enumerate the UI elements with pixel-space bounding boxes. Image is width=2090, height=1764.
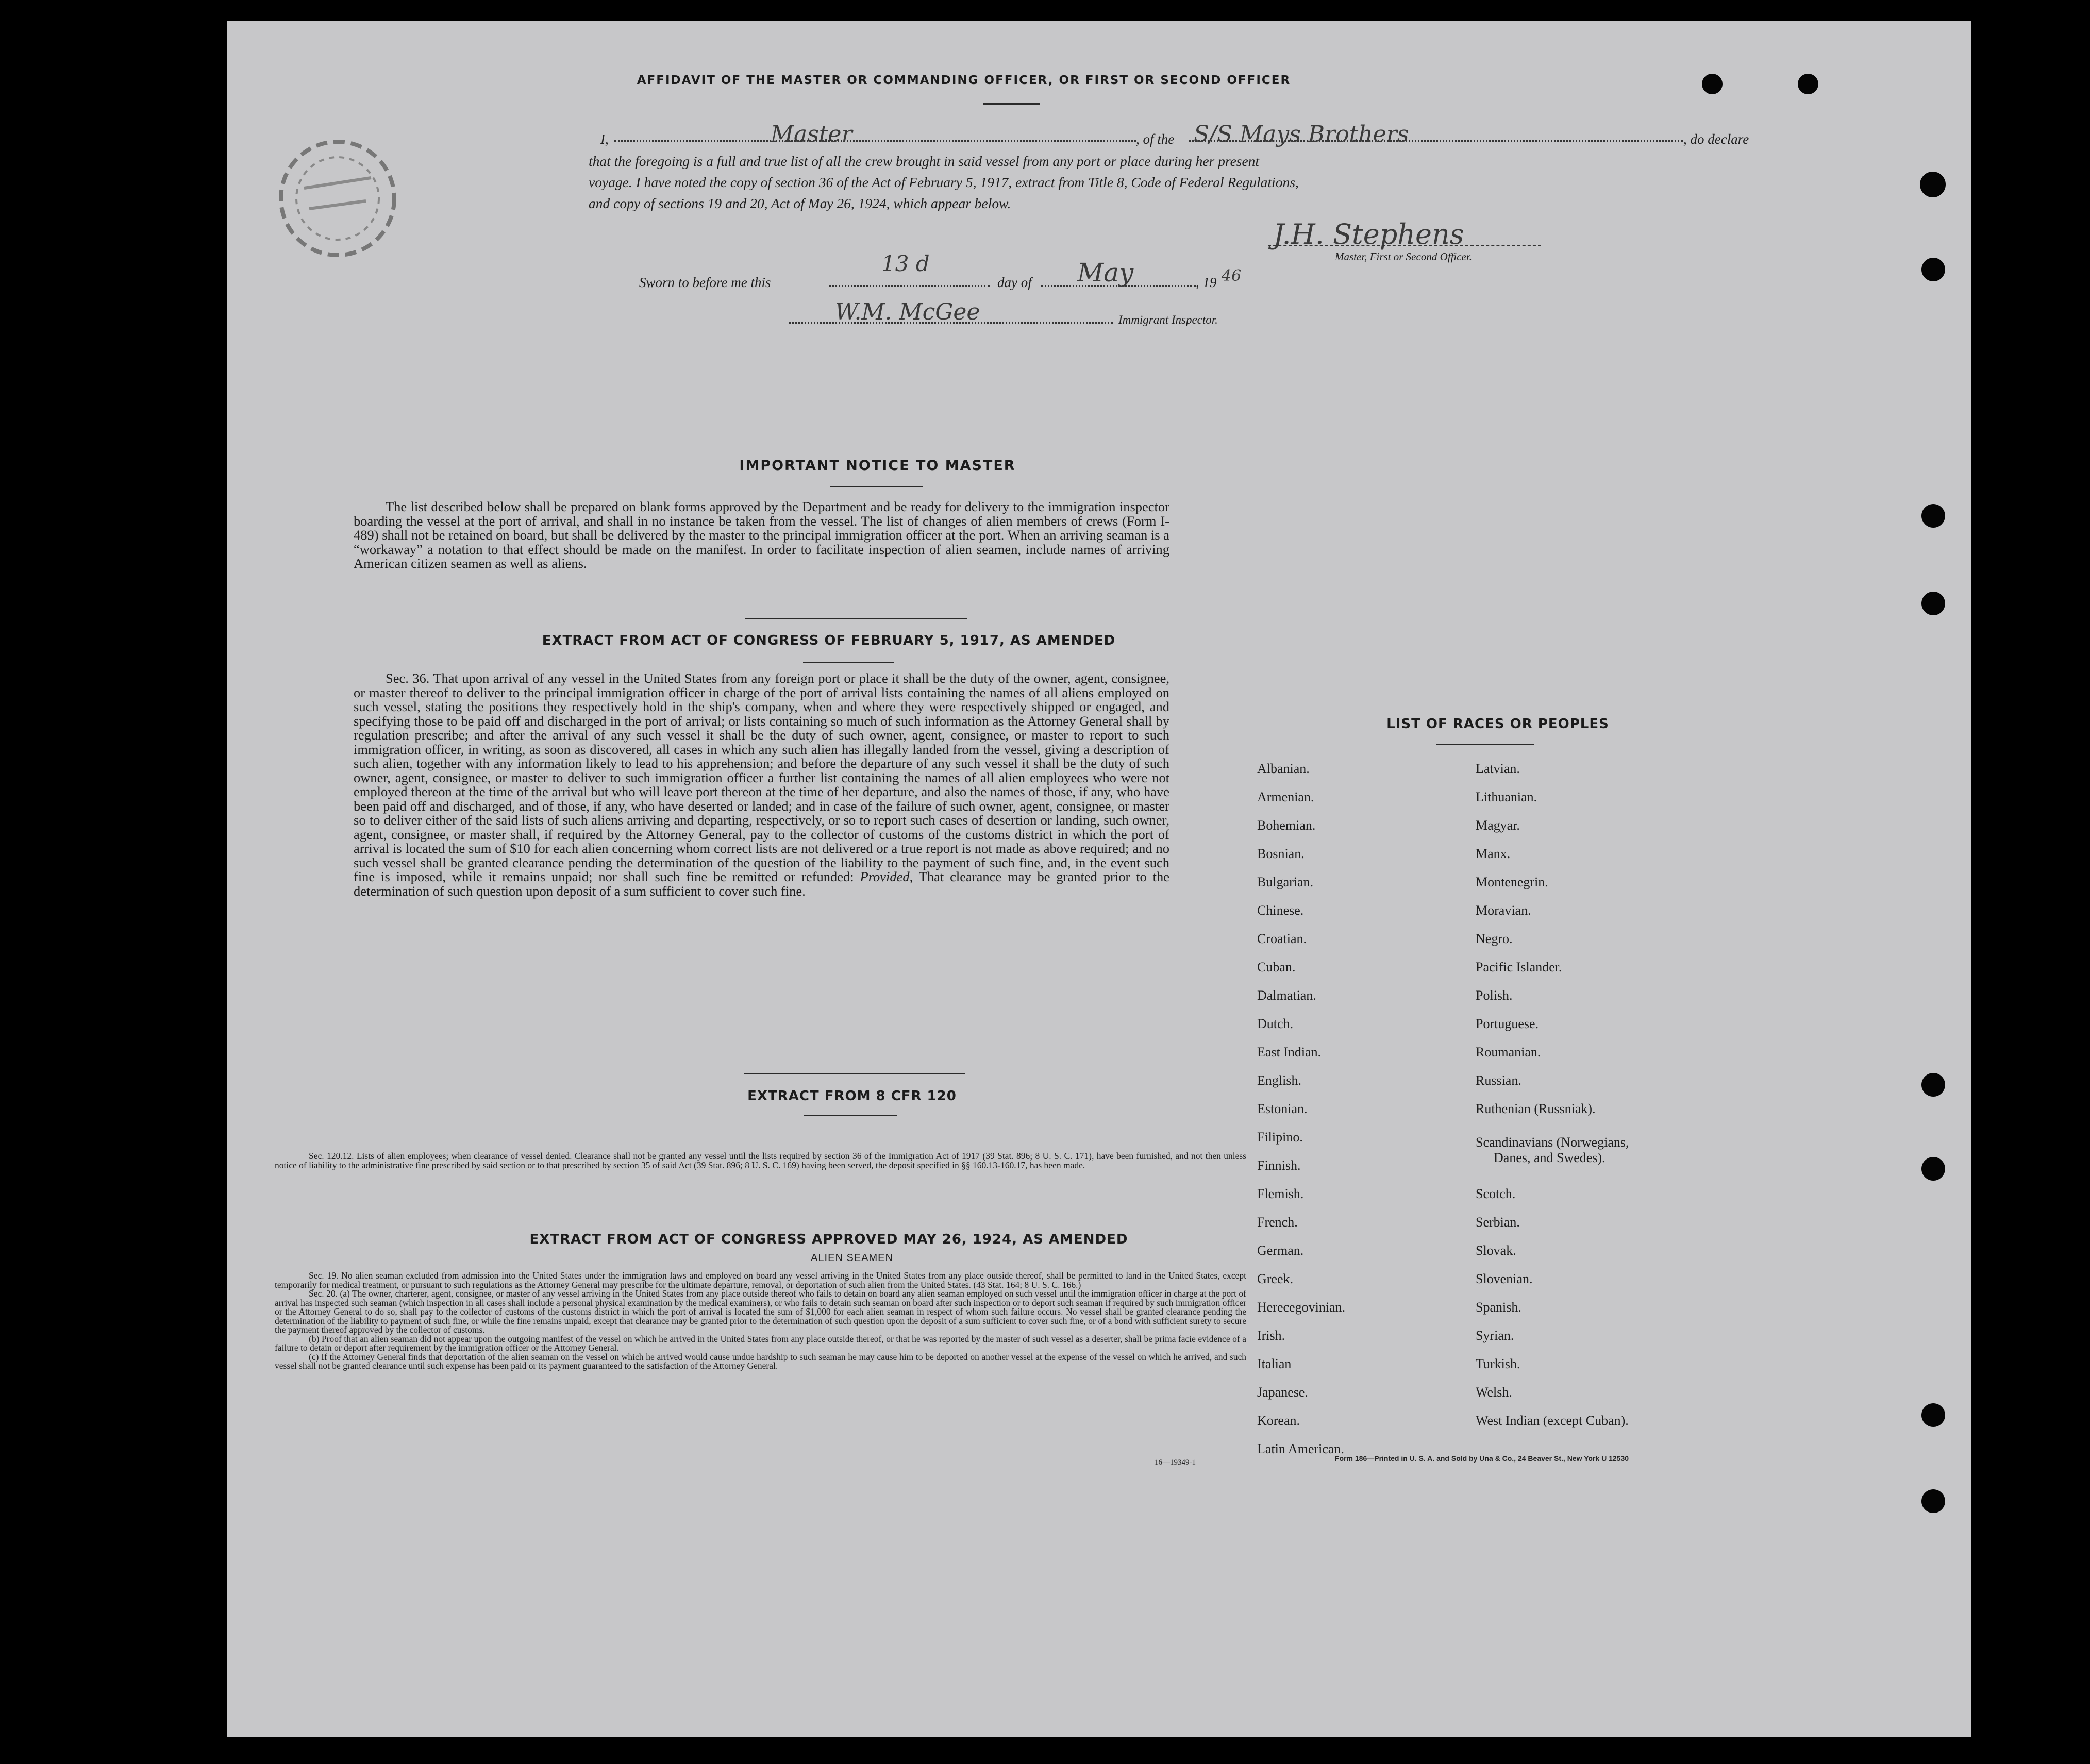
name-dotline (614, 140, 1136, 142)
race-item: Scandinavians (Norwegians, (1476, 1135, 1629, 1150)
provided-text: That clearance may be granted prior to the determination of such question upon deposit of a sum sufficient to cover such fine. (354, 869, 1170, 899)
inspector-signature: W.M. McGee (835, 299, 980, 325)
day-handwriting: 13 d (881, 251, 930, 276)
punch-hole-icon (1921, 1489, 1945, 1513)
race-item: Spanish. (1476, 1300, 1521, 1315)
extract-1924-body (275, 1271, 1246, 1371)
sworn-label: Sworn to before me this (639, 275, 771, 290)
signature-caption: Master, First or Second Officer. (1335, 250, 1472, 263)
extract-1917-rule (803, 662, 894, 663)
master-handwriting: Master (771, 121, 852, 147)
extract-1917-end-rule (744, 1073, 965, 1074)
form-footer: Form 186—Printed in U. S. A. and Sold by Una & Co., 24 Beaver St., New York U 12530 (1335, 1454, 1629, 1463)
year-printed: , 19 (1196, 275, 1217, 290)
extract-1924-subtitle: ALIEN SEAMEN (811, 1252, 893, 1264)
race-item: Latvian. (1476, 761, 1520, 776)
race-item: East Indian. (1257, 1045, 1322, 1060)
race-item: Negro. (1476, 931, 1513, 946)
race-item: Flemish. (1257, 1186, 1304, 1201)
notice-rule (830, 486, 923, 487)
punch-hole-icon (1920, 172, 1946, 197)
race-item: Montenegrin. (1476, 875, 1548, 889)
race-item: Herecegovinian. (1257, 1300, 1346, 1315)
notice-text: The list described below shall be prepared on blank forms approved by the Department and be ready for delivery to the immigration inspector boarding the vessel at the port of arrival, and shall in no instance be taken from the vessel. The list of changes of alien members of crews (Form I-489) shall not be retained on board, but shall be delivered by the master to the principal immigration officer at the port. When an arriving seaman is a “workaway” a notation to that effect should be made on the manifest. In order to facilitate inspection of alien seamen, include names of arriving American citizen seamen as well as aliens. (354, 499, 1169, 571)
race-item: Serbian. (1476, 1215, 1520, 1230)
race-item: Lithuanian. (1476, 789, 1537, 804)
race-item: Scotch. (1476, 1186, 1516, 1201)
month-handwriting: May (1077, 258, 1134, 288)
of-the-label: , of the (1136, 131, 1175, 147)
race-item: West Indian (except Cuban). (1476, 1413, 1629, 1428)
race-item: Bosnian. (1257, 846, 1305, 861)
inspector-caption: Immigrant Inspector. (1118, 313, 1218, 326)
race-item: Magyar. (1476, 818, 1520, 833)
race-item: Pacific Islander. (1476, 960, 1562, 975)
extract-1924-title: EXTRACT FROM ACT OF CONGRESS APPROVED MAY 26, 1924, AS AMENDED (529, 1232, 1128, 1247)
race-item: Bulgarian. (1257, 875, 1314, 889)
extract-cfr-text: Sec. 120.12. Lists of alien employees; when clearance of vessel denied. Clearance shall not be granted any vessel until the lists required by section 36 of the Immigration Act of 1917 (39 Stat. 896; 8 U. S. C. 171), have been furnished, and not then unless notice of liability to the administrative fine prescribed by said section or to that prescribed by section 35 of said Act (39 Stat. 896; 8 U. S. C. 169) having been served, the deposit specified in §§ 160.13-160.17, has been made. (275, 1151, 1246, 1170)
race-item-continuation: Danes, and Swedes). (1494, 1150, 1606, 1165)
affidavit-line-3: voyage. I have noted the copy of section 36 of the Act of February 5, 1917, extract from Title 8, Code of Federal Regulations, (589, 174, 1299, 190)
document-sheet (227, 21, 1971, 1737)
race-item: German. (1257, 1243, 1304, 1258)
extract-cfr-title: EXTRACT FROM 8 CFR 120 (747, 1088, 957, 1104)
races-rule (1436, 744, 1534, 745)
race-item: Moravian. (1476, 903, 1531, 918)
day-of-label: day of (997, 275, 1032, 290)
master-signature: J.H. Stephens (1273, 218, 1464, 250)
day-dotline (829, 285, 990, 287)
race-item: Greek. (1257, 1271, 1294, 1286)
circular-stamp-icon (268, 131, 407, 265)
affidavit-line-2: that the foregoing is a full and true list of all the crew brought in said vessel from any port or place during her present (589, 153, 1260, 169)
extract-1917-text (354, 671, 1169, 898)
race-item: Polish. (1476, 988, 1513, 1003)
punch-hole-icon (1921, 1157, 1945, 1181)
race-item: Portuguese. (1476, 1016, 1539, 1031)
affidavit-line-4: and copy of sections 19 and 20, Act of May 26, 1924, which appear below. (589, 195, 1011, 211)
race-item: Manx. (1476, 846, 1511, 861)
affidavit-title: AFFIDAVIT OF THE MASTER OR COMMANDING OFFICER, OR FIRST OR SECOND OFFICER (637, 74, 1291, 87)
race-item: Estonian. (1257, 1101, 1308, 1116)
punch-hole-icon (1798, 74, 1818, 94)
notice-title: IMPORTANT NOTICE TO MASTER (739, 458, 1016, 474)
provided-label: Provided, (860, 869, 913, 884)
race-item: Italian (1257, 1356, 1292, 1371)
race-item: Bohemian. (1257, 818, 1316, 833)
race-item: Slovak. (1476, 1243, 1516, 1258)
race-item: Japanese. (1257, 1385, 1308, 1400)
race-item: Welsh. (1476, 1385, 1512, 1400)
race-item: French. (1257, 1215, 1298, 1230)
year-handwriting: 46 (1222, 267, 1242, 285)
sec20b-text: (b) Proof that an alien seaman did not appear upon the outgoing manifest of the vessel on which he arrived in the United States from any place outside thereof, or that he was reported by the master of such vessel as a deserter, shall be prima facie evidence of a failure to detain or deport after requirement by the immigration officer or the Attorney General. (275, 1333, 1246, 1353)
signature-line (1268, 245, 1541, 246)
form-code: 16—19349-1 (1155, 1458, 1196, 1467)
sec19-text: Sec. 19. No alien seaman excluded from admission into the United States under the immigration laws and employed on board any vessel arriving in the United States from any place outside thereof, shall be permitted to land in the United States, except temporarily for medical treatment, or pursuant to such regulations as the Attorney General may prescribe for the ultimate departure, removal, or deportation of such alien from the United States. (43 Stat. 164; 8 U. S. C. 166.) (275, 1270, 1246, 1290)
punch-hole-icon (1921, 592, 1945, 615)
race-item: Ruthenian (Russniak). (1476, 1101, 1596, 1116)
punch-hole-icon (1702, 74, 1723, 94)
race-item: Dalmatian. (1257, 988, 1316, 1003)
punch-hole-icon (1921, 1073, 1945, 1097)
sec20c-text: (c) If the Attorney General finds that deportation of the alien seaman on the vessel on which he arrived would cause undue hardship to such seaman he may cause him to be deported on another vessel at the expense of the vessel on which he arrived, and such vessel shall not be granted clearance until such expense has been paid or its payment guaranteed to the satisfaction of the Attorney General. (275, 1351, 1246, 1371)
notice-end-rule (745, 618, 967, 619)
title-rule (983, 103, 1040, 105)
race-item: Latin American. (1257, 1441, 1344, 1456)
race-item: Turkish. (1476, 1356, 1520, 1371)
vessel-handwriting: S/S Mays Brothers (1194, 121, 1409, 147)
race-item: Russian. (1476, 1073, 1521, 1088)
race-item: Cuban. (1257, 960, 1296, 975)
races-title: LIST OF RACES OR PEOPLES (1386, 716, 1609, 732)
race-item: Dutch. (1257, 1016, 1294, 1031)
affidavit-i-label: I, (600, 131, 609, 147)
race-item: Finnish. (1257, 1158, 1301, 1173)
race-item: Croatian. (1257, 931, 1307, 946)
extract-cfr-rule (804, 1115, 897, 1116)
race-item: Armenian. (1257, 789, 1314, 804)
punch-hole-icon (1921, 258, 1945, 281)
race-item: Slovenian. (1476, 1271, 1533, 1286)
race-item: Albanian. (1257, 761, 1310, 776)
punch-hole-icon (1921, 1403, 1945, 1427)
race-item: Syrian. (1476, 1328, 1514, 1343)
sec20a-text: Sec. 20. (a) The owner, charterer, agent, consignee, or master of any vessel arriving in the United States from any place outside thereof who fails to detain on board any alien seaman employed on such vessel until the immigration officer in charge at the port of arrival has inspected such seaman (which inspection in all cases shall include a personal physical examination by the medical examiners), or who fails to detain such seaman on board after such inspection or to deport such seaman if required by such immigration officer or the Attorney General to do so, shall pay to the collector of customs of the customs district in which the port of arrival is located the sum of $1,000 for each alien seaman in respect of whom such failure occurs. No vessel shall be granted clearance pending the determination of the liability to payment of such fine, or while the fine remains unpaid, except that clearance may be granted prior to the determination of such question upon the deposit of a sum sufficient to cover such fine, or of a bond with sufficient surety to secure the payment thereof approved by the collector of customs. (275, 1288, 1246, 1335)
race-item: Roumanian. (1476, 1045, 1541, 1060)
race-item: Korean. (1257, 1413, 1300, 1428)
race-item: English. (1257, 1073, 1301, 1088)
extract-1917-title: EXTRACT FROM ACT OF CONGRESS OF FEBRUARY 5, 1917, AS AMENDED (542, 633, 1116, 648)
punch-hole-icon (1921, 504, 1945, 528)
race-item: Chinese. (1257, 903, 1304, 918)
do-declare-label: , do declare (1683, 131, 1749, 147)
race-item: Filipino. (1257, 1130, 1303, 1145)
sec36-text: Sec. 36. That upon arrival of any vessel in the United States from any foreign port or place it shall be the duty of the owner, agent, consignee, or master thereof to deliver to the principal immigration officer in charge of the port of arrival lists containing the names of all aliens employed on such vessel, stating the positions they respectively hold in the ship's company, when and where they were respectively shipped or engaged, and specifying those to be paid off and discharged in the port of arrival; or lists containing so much of such information as the Attorney General shall by regulation prescribe; and after the arrival of any such vessel it shall be the duty of such owner, agent, consignee, or master to report to such immigration officer, in writing, as soon as discovered, all cases in which any such alien has illegally landed from the vessel, giving a description of such alien, together with any information likely to lead to his apprehension; and before the departure of any such vessel it shall be the duty of such owner, agent, consignee, or master to deliver to such immigration officer a further list containing the names of all alien employees who were not employed thereon at the time of the arrival but who will leave port thereon at the time of her departure, and also the names of those, if any, who have been paid off and discharged, and of those, if any, who have deserted or landed; and in case of the failure of such owner, agent, consignee, or master so to deliver either of the said lists of such aliens arriving and departing, respectively, or so to report such cases of desertion or landing, such owner, agent, consignee, or master shall, if required by the Attorney General, pay to the collector of customs of the customs district in which the port of arrival is located the sum of $10 for each alien concerning whom correct lists are not delivered or a true report is not made as above required; and no such vessel shall be granted clearance pending the determination of the question of the liability to the payment of such fine, and, in the event such fine is imposed, while it remains unpaid; nor shall such fine be remitted or refunded: (354, 670, 1169, 884)
race-item: Irish. (1257, 1328, 1285, 1343)
